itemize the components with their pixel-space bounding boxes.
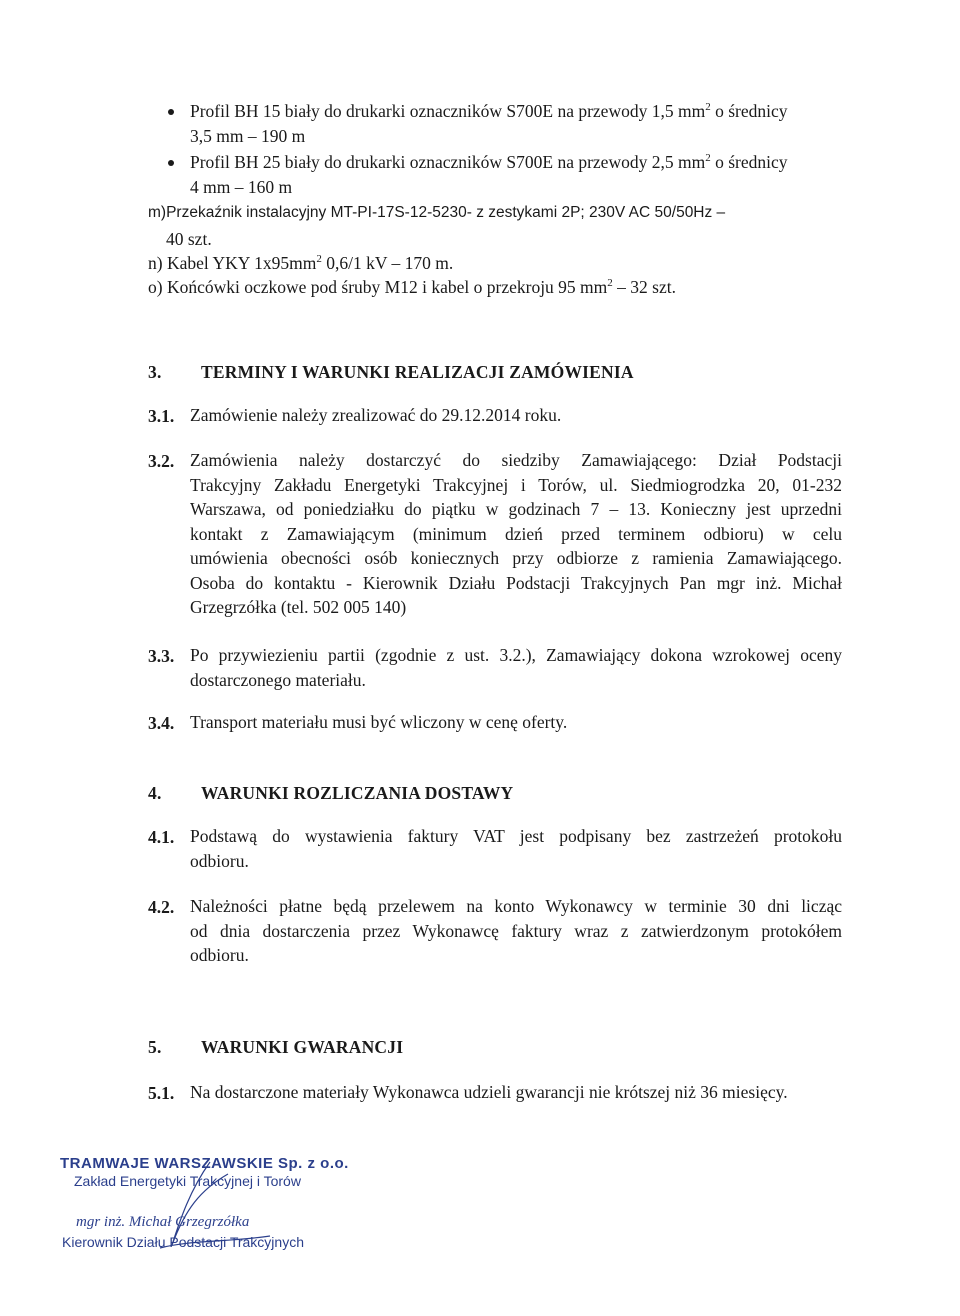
list-item-m-line2: 40 szt. xyxy=(166,229,212,249)
clause-number-4-1: 4.1. xyxy=(148,827,175,847)
clause-3-1-text: Zamówienie należy zrealizować do 29.12.2014 roku. xyxy=(190,405,562,425)
signature-scribble xyxy=(60,1150,360,1260)
list-item-o: o) Końcówki oczkowe pod śruby M12 i kabel o przekroju 95 $mm^2 - 32$ szt. xyxy=(148,277,676,297)
section-3-number: 3. xyxy=(148,362,162,382)
clause-4-2-text: Należności płatne będą przelewem na konto Wykonawcy w terminie 30 dni licząc od dnia dostarczenia przez Wykonawcę faktury wraz z zatwierdzonym protokółem odbioru. xyxy=(190,896,842,965)
stamp-signatory-name: mgr inż. Michał Grzegrzółka xyxy=(76,1214,250,1230)
bullet-item-1-line2: 3,5 mm – 190 m xyxy=(190,126,306,146)
clause-4-1-text: Podstawą do wystawienia faktury VAT jest podpisany bez zastrzeżeń protokołu odbioru. xyxy=(190,826,842,871)
clause-number-3-2: 3.2. xyxy=(148,451,175,471)
list-item-n: n) Kabel YKY $1x95mm^2$ 0,6/1 kV – 170 m. xyxy=(148,253,454,273)
list-item-m-line1: m)Przekaźnik instalacyjny MT-PI-17S-12-5230- z zestykami 2P; 230V AC 50/50Hz – xyxy=(148,204,726,221)
bullet-item-2-line1: Profil BH 25 biały do drukarki oznaczników S700E na przewody 2,5 $mm^2$ o średnicy xyxy=(190,152,788,172)
bullet-item-2-line2: 4 mm – 160 m xyxy=(190,177,293,197)
section-4-number: 4. xyxy=(148,783,162,803)
clause-number-3-4: 3.4. xyxy=(148,713,175,733)
bullet-dot xyxy=(168,109,174,115)
section-4-title: WARUNKI ROZLICZANIA DOSTAWY xyxy=(201,783,514,803)
section-5-title: WARUNKI GWARANCJI xyxy=(201,1037,404,1057)
clause-3-4-text: Transport materiału musi być wliczony w cenę oferty. xyxy=(190,712,568,732)
clause-3-3-text: Po przywiezieniu partii (zgodnie z ust. 3.2.), Zamawiający dokona wzrokowej oceny dostarczonego materiału. xyxy=(190,645,842,690)
bullet-dot xyxy=(168,160,174,166)
clause-number-5-1: 5.1. xyxy=(148,1083,175,1103)
bullet-item-1-line1: Profil BH 15 biały do drukarki oznaczników S700E na przewody 1,5 $mm^2$ o średnicy xyxy=(190,101,788,121)
company-stamp xyxy=(60,1150,360,1260)
clause-5-1-text: Na dostarczone materiały Wykonawca udzieli gwarancji nie krótszej niż 36 miesięcy. xyxy=(190,1082,788,1102)
section-3-title: TERMINY I WARUNKI REALIZACJI ZAMÓWIENIA xyxy=(201,362,634,382)
stamp-department: Zakład Energetyki Trakcyjnej i Torów xyxy=(74,1173,301,1189)
clause-number-3-1: 3.1. xyxy=(148,406,175,426)
clause-number-4-2: 4.2. xyxy=(148,897,175,917)
stamp-company-name: TRAMWAJE WARSZAWSKIE Sp. z o.o. xyxy=(60,1155,349,1172)
clause-number-3-3: 3.3. xyxy=(148,646,175,666)
clause-3-2-text: Zamówienia należy dostarczyć do siedziby Zamawiającego: Dział Podstacji Trakcyjny Zakładu Energetyki Trakcyjnej i Torów, ul. Siedmiogrodzka 20, 01-232 Warszawa, od poniedziałku do piątku w godzinach 7 – 13. Konieczny jest uprzedni kontakt z Zamawiającym (minimum dzień przed terminem odbioru) w celu umówienia obecności osób koniecznych przy odbiorze z ramienia Zamawiającego. Osoba do kontaktu - Kierownik Działu Podstacji Trakcyjnych Pan mgr inż. Michał Grzegrzółka (tel. 502 005 140) xyxy=(190,450,842,617)
stamp-signatory-title: Kierownik Działu Podstacji Trakcyjnych xyxy=(62,1234,304,1250)
section-5-number: 5. xyxy=(148,1037,162,1057)
